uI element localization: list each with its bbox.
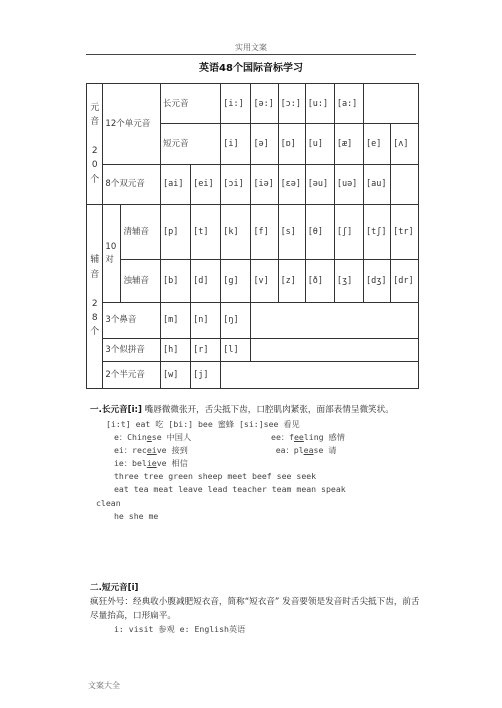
- phonetic-symbol: [tʃ]: [363, 205, 390, 260]
- spelling-example: ea：please 请: [275, 445, 337, 455]
- phonetic-symbol: [u]: [305, 124, 334, 164]
- pairs-label: 10对: [103, 205, 121, 303]
- phonetic-symbol: [f]: [251, 205, 278, 260]
- phonetic-symbol: [εə]: [278, 164, 305, 204]
- phonetic-symbol: [ɔi]: [221, 164, 251, 204]
- phonetic-symbol: [a:]: [334, 84, 363, 124]
- section-1-heading-line: [90, 404, 420, 418]
- phonetic-symbol: [ə]: [251, 124, 278, 164]
- phonetic-symbol: [r]: [191, 339, 221, 362]
- phonetic-symbol: [əu]: [305, 164, 334, 204]
- phonetic-symbol: [d]: [191, 260, 221, 303]
- single-vowel-label: 12个单元音: [103, 84, 161, 165]
- phonetic-symbol: [j]: [191, 362, 221, 389]
- phonetic-symbol: [h]: [161, 339, 191, 362]
- spelling-example: e：Chinese 中国人: [114, 431, 192, 442]
- phonetic-symbol: [ə:]: [251, 84, 278, 124]
- phonetic-symbol: [u:]: [305, 84, 334, 124]
- section-1: [90, 404, 420, 523]
- header-divider: [86, 54, 416, 55]
- section-description: 疯狂外号：经典收小腹减肥短衣音，简称“短衣音” 发音要领是发音时舌尖抵下齿，前舌尽量抬高，口形扁平。: [90, 596, 420, 621]
- phonetic-symbol: [dʒ]: [363, 260, 390, 303]
- page-header: 实用文案: [235, 43, 267, 52]
- phonetic-symbol: [dr]: [391, 260, 419, 303]
- page-footer: 文案大全: [88, 681, 120, 690]
- voiced-label: 浊辅音: [121, 260, 161, 303]
- phonetic-symbol: [s]: [278, 205, 305, 260]
- word-list: clean: [96, 497, 121, 508]
- phonetic-symbol: [l]: [221, 339, 251, 362]
- spelling-row: [90, 457, 420, 470]
- spelling-example: ee：feeling 感情: [271, 431, 345, 442]
- phonetic-symbol: [e]: [363, 124, 390, 164]
- phonetic-symbol: [ai]: [161, 164, 191, 204]
- phonetic-symbol: [z]: [278, 260, 305, 303]
- phonetic-symbol: [w]: [161, 362, 191, 389]
- phonetic-symbol: [i:]: [221, 84, 251, 124]
- consonant-category-label: 辅 音 28 个: [87, 205, 103, 389]
- phonetic-symbol: [k]: [221, 205, 251, 260]
- nasal-label: 3个鼻音: [103, 302, 161, 338]
- vowel-category-label: 元 音 20 个: [87, 84, 103, 205]
- phonetic-symbol: [n]: [191, 302, 221, 338]
- empty-cell: [391, 164, 419, 204]
- phonetic-symbol: [b]: [161, 260, 191, 303]
- document-title: 英语48个国际音标学习: [199, 63, 303, 74]
- phonetic-symbol: [ʃ]: [334, 205, 363, 260]
- phonetic-symbol: [ʒ]: [334, 260, 363, 303]
- spelling-row: [90, 444, 420, 457]
- word-list: he she me: [114, 510, 159, 521]
- phonetic-symbol: [θ]: [305, 205, 334, 260]
- section-heading: 一.长元音[i:]: [90, 405, 142, 415]
- phonetic-symbol: [p]: [161, 205, 191, 260]
- phonetic-symbol: [tr]: [391, 205, 419, 260]
- section-heading: 二.短元音[i]: [90, 583, 139, 593]
- spelling-example: ei：receive 接到: [114, 445, 188, 455]
- section-2: [90, 582, 420, 636]
- phonetic-symbol: [m]: [161, 302, 191, 338]
- short-vowel-label: 短元音: [161, 124, 221, 164]
- voiceless-label: 清辅音: [121, 205, 161, 260]
- phonetic-symbol: [i]: [221, 124, 251, 164]
- semivowel-label: 2个半元音: [103, 362, 161, 389]
- word-list: three tree green sheep meet beef see seek: [114, 471, 317, 482]
- phonetic-symbol: [æ]: [334, 124, 363, 164]
- empty-cell: [363, 84, 418, 124]
- long-vowel-label: 长元音: [161, 84, 221, 124]
- phonetic-symbol: [ŋ]: [221, 302, 251, 338]
- phonetic-symbol: [uə]: [334, 164, 363, 204]
- empty-cell: [251, 339, 419, 362]
- example-line: [i:t] eat 吃 [bi:] bee 蜜蜂 [si:]see 看见: [106, 418, 300, 429]
- liquid-label: 3个似拼音: [103, 339, 161, 362]
- phonetic-symbol: [g]: [221, 260, 251, 303]
- spelling-example: ie：believe 相信: [114, 458, 188, 469]
- phonetic-symbol: [t]: [191, 205, 221, 260]
- diphthong-label: 8个双元音: [103, 164, 161, 204]
- phonetic-symbol: [ɔ:]: [278, 84, 305, 124]
- phonetic-symbol: [ʌ]: [391, 124, 419, 164]
- spelling-row: [90, 431, 420, 444]
- word-list: eat tea meat leave lead teacher team mean speak: [114, 484, 346, 495]
- phonetic-symbol: [ei]: [191, 164, 221, 204]
- section-description: 嘴唇微微张开，舌尖抵下齿，口腔肌肉紧张，面部表情呈微笑状。: [141, 405, 394, 415]
- phonetic-symbol: [iə]: [251, 164, 278, 204]
- phonetic-symbol: [ɒ]: [278, 124, 305, 164]
- phonetic-symbol: [ð]: [305, 260, 334, 303]
- phonetic-symbol: [au]: [363, 164, 390, 204]
- empty-cell: [251, 302, 419, 338]
- example-line: i: visit 参观 e: English英语: [114, 624, 246, 635]
- empty-cell: [221, 362, 419, 389]
- phonetic-symbol: [v]: [251, 260, 278, 303]
- phonetic-table: [86, 83, 419, 389]
